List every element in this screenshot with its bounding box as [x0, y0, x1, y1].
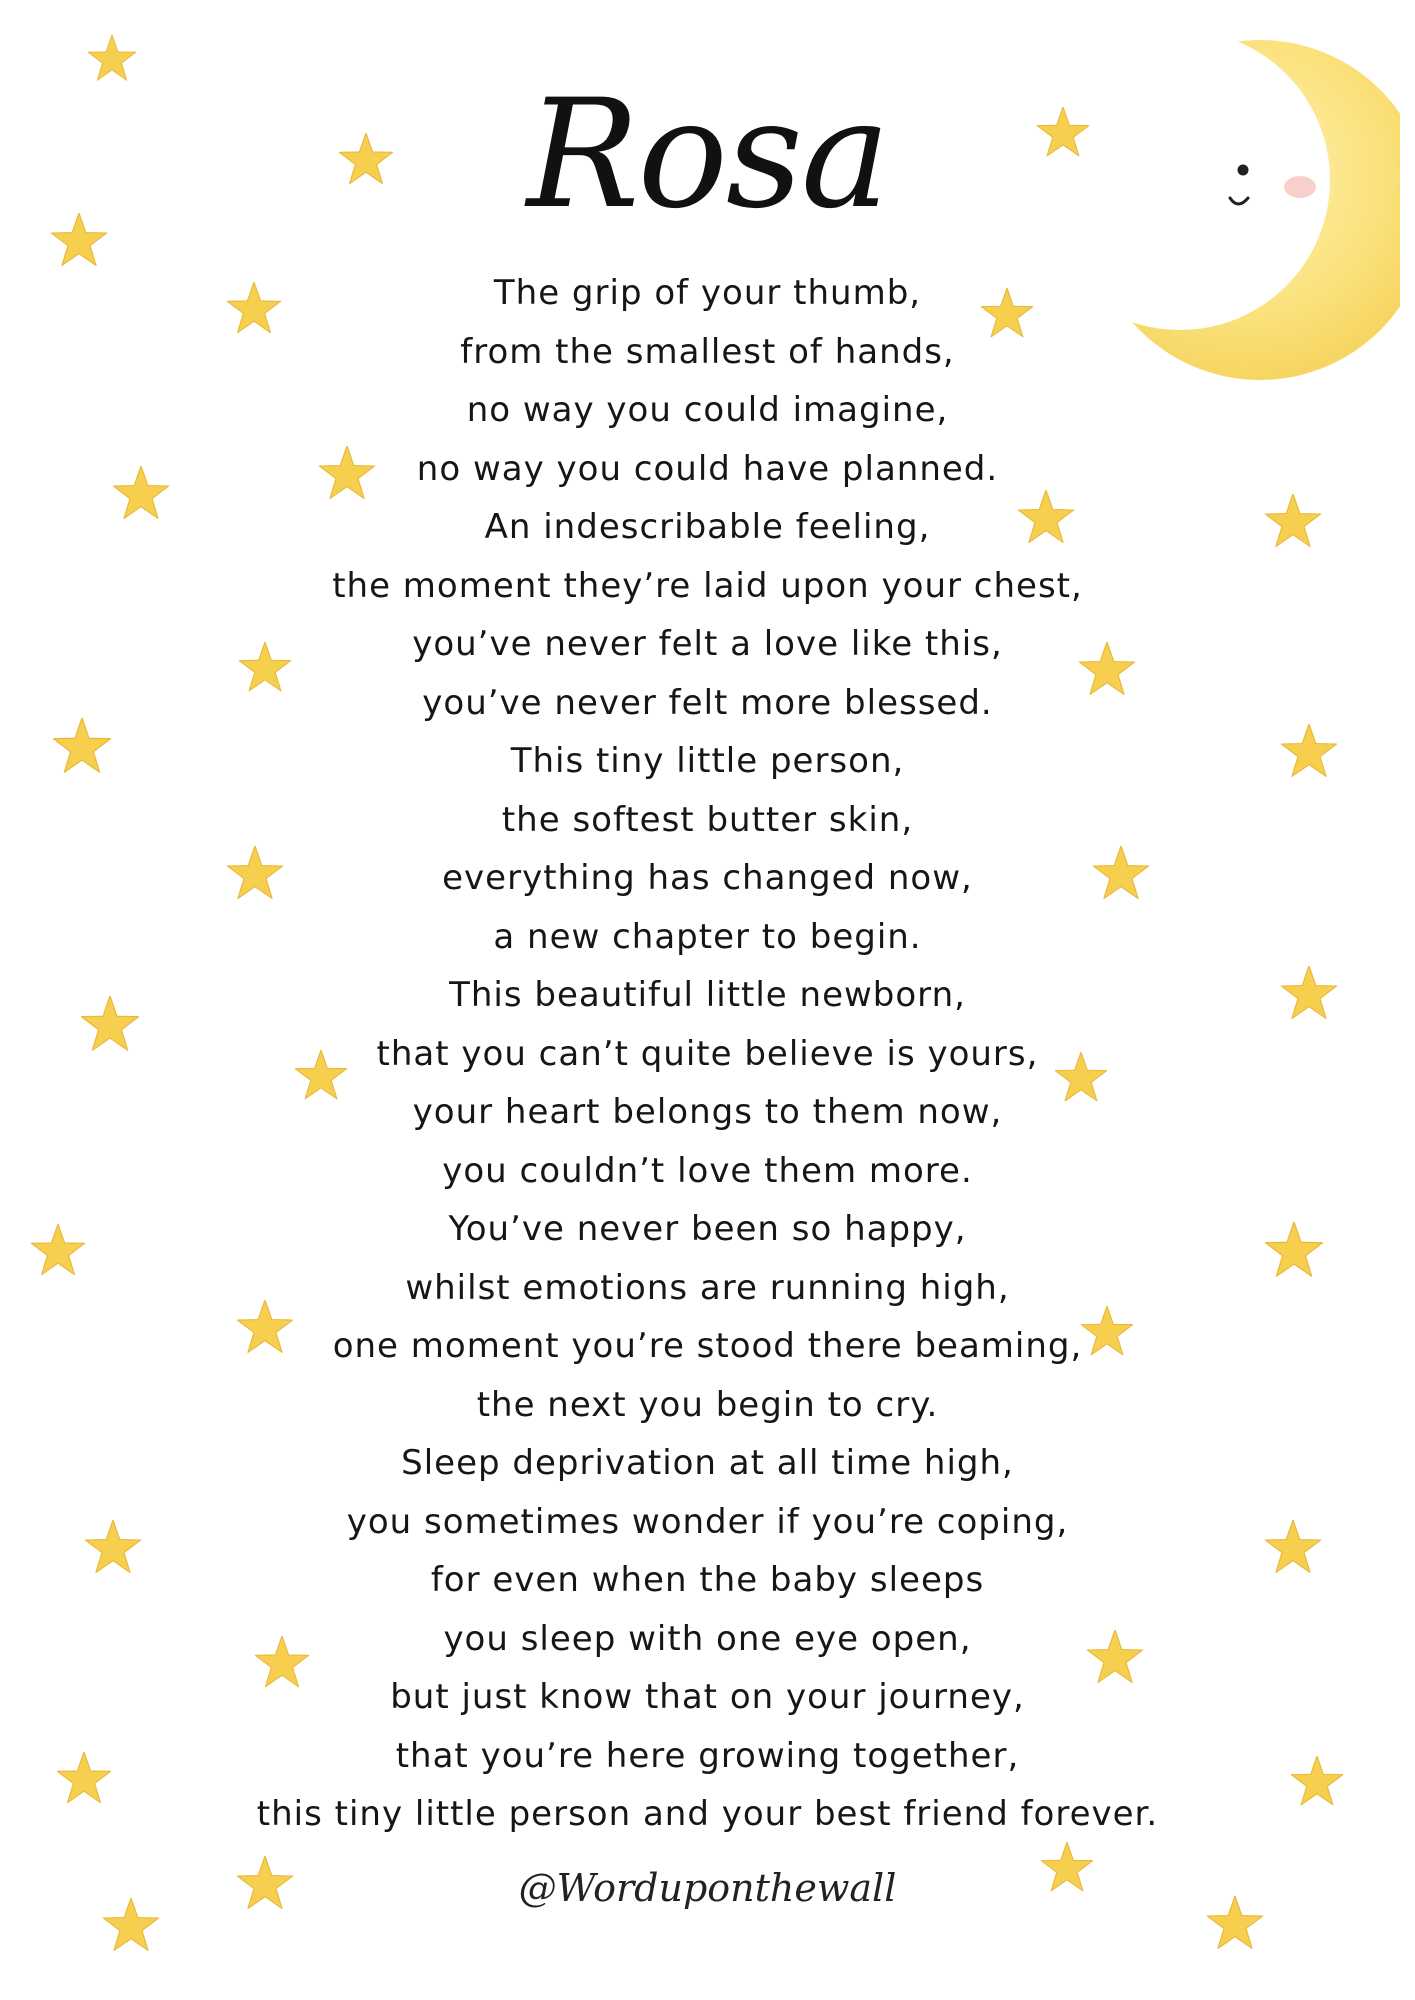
poem-line: An indescribable feeling, — [484, 507, 931, 547]
poem-line: This beautiful little newborn, — [449, 975, 966, 1015]
signature-handle: @Worduponthewall — [518, 1866, 897, 1910]
poem-line: the moment they’re laid upon your chest, — [332, 565, 1083, 606]
poem-line: you sleep with one eye open, — [443, 1618, 972, 1659]
poem-line: but just know that on your journey, — [390, 1677, 1025, 1717]
poem-line: the softest butter skin, — [501, 799, 914, 840]
poem-line: for even when the baby sleeps — [430, 1560, 985, 1600]
poem-line: this tiny little person and your best friend forever. — [256, 1794, 1159, 1834]
poem-line: the next you begin to cry. — [476, 1384, 939, 1425]
poem-line: you sometimes wonder if you’re coping, — [346, 1501, 1069, 1542]
poem-line: from the smallest of hands, — [460, 331, 955, 372]
poem-title: Rosa — [526, 68, 889, 242]
poem-line: you’ve never felt a love like this, — [412, 624, 1003, 664]
poem-line: The grip of your thumb, — [493, 273, 922, 313]
poem-line: you couldn’t love them more. — [442, 1150, 973, 1191]
poem-line: you’ve never felt more blessed. — [422, 682, 993, 723]
poem-line: no way you could imagine, — [466, 390, 949, 430]
poem-line: You’ve never been so happy, — [448, 1209, 967, 1249]
poem-line: a new chapter to begin. — [493, 916, 922, 957]
poem-line: that you can’t quite believe is yours, — [376, 1033, 1039, 1074]
poem-line: one moment you’re stood there beaming, — [332, 1326, 1083, 1366]
poem-body — [0, 264, 1415, 1844]
poem-line: no way you could have planned. — [416, 448, 999, 489]
poem-line: whilst emotions are running high, — [405, 1267, 1010, 1308]
poem-line: Sleep deprivation at all time high, — [401, 1443, 1014, 1483]
poem-line: that you’re here growing together, — [395, 1735, 1020, 1776]
poem-line: everything has changed now, — [442, 858, 973, 898]
poem-line: your heart belongs to them now, — [412, 1092, 1003, 1132]
poem-line: This tiny little person, — [510, 741, 905, 781]
